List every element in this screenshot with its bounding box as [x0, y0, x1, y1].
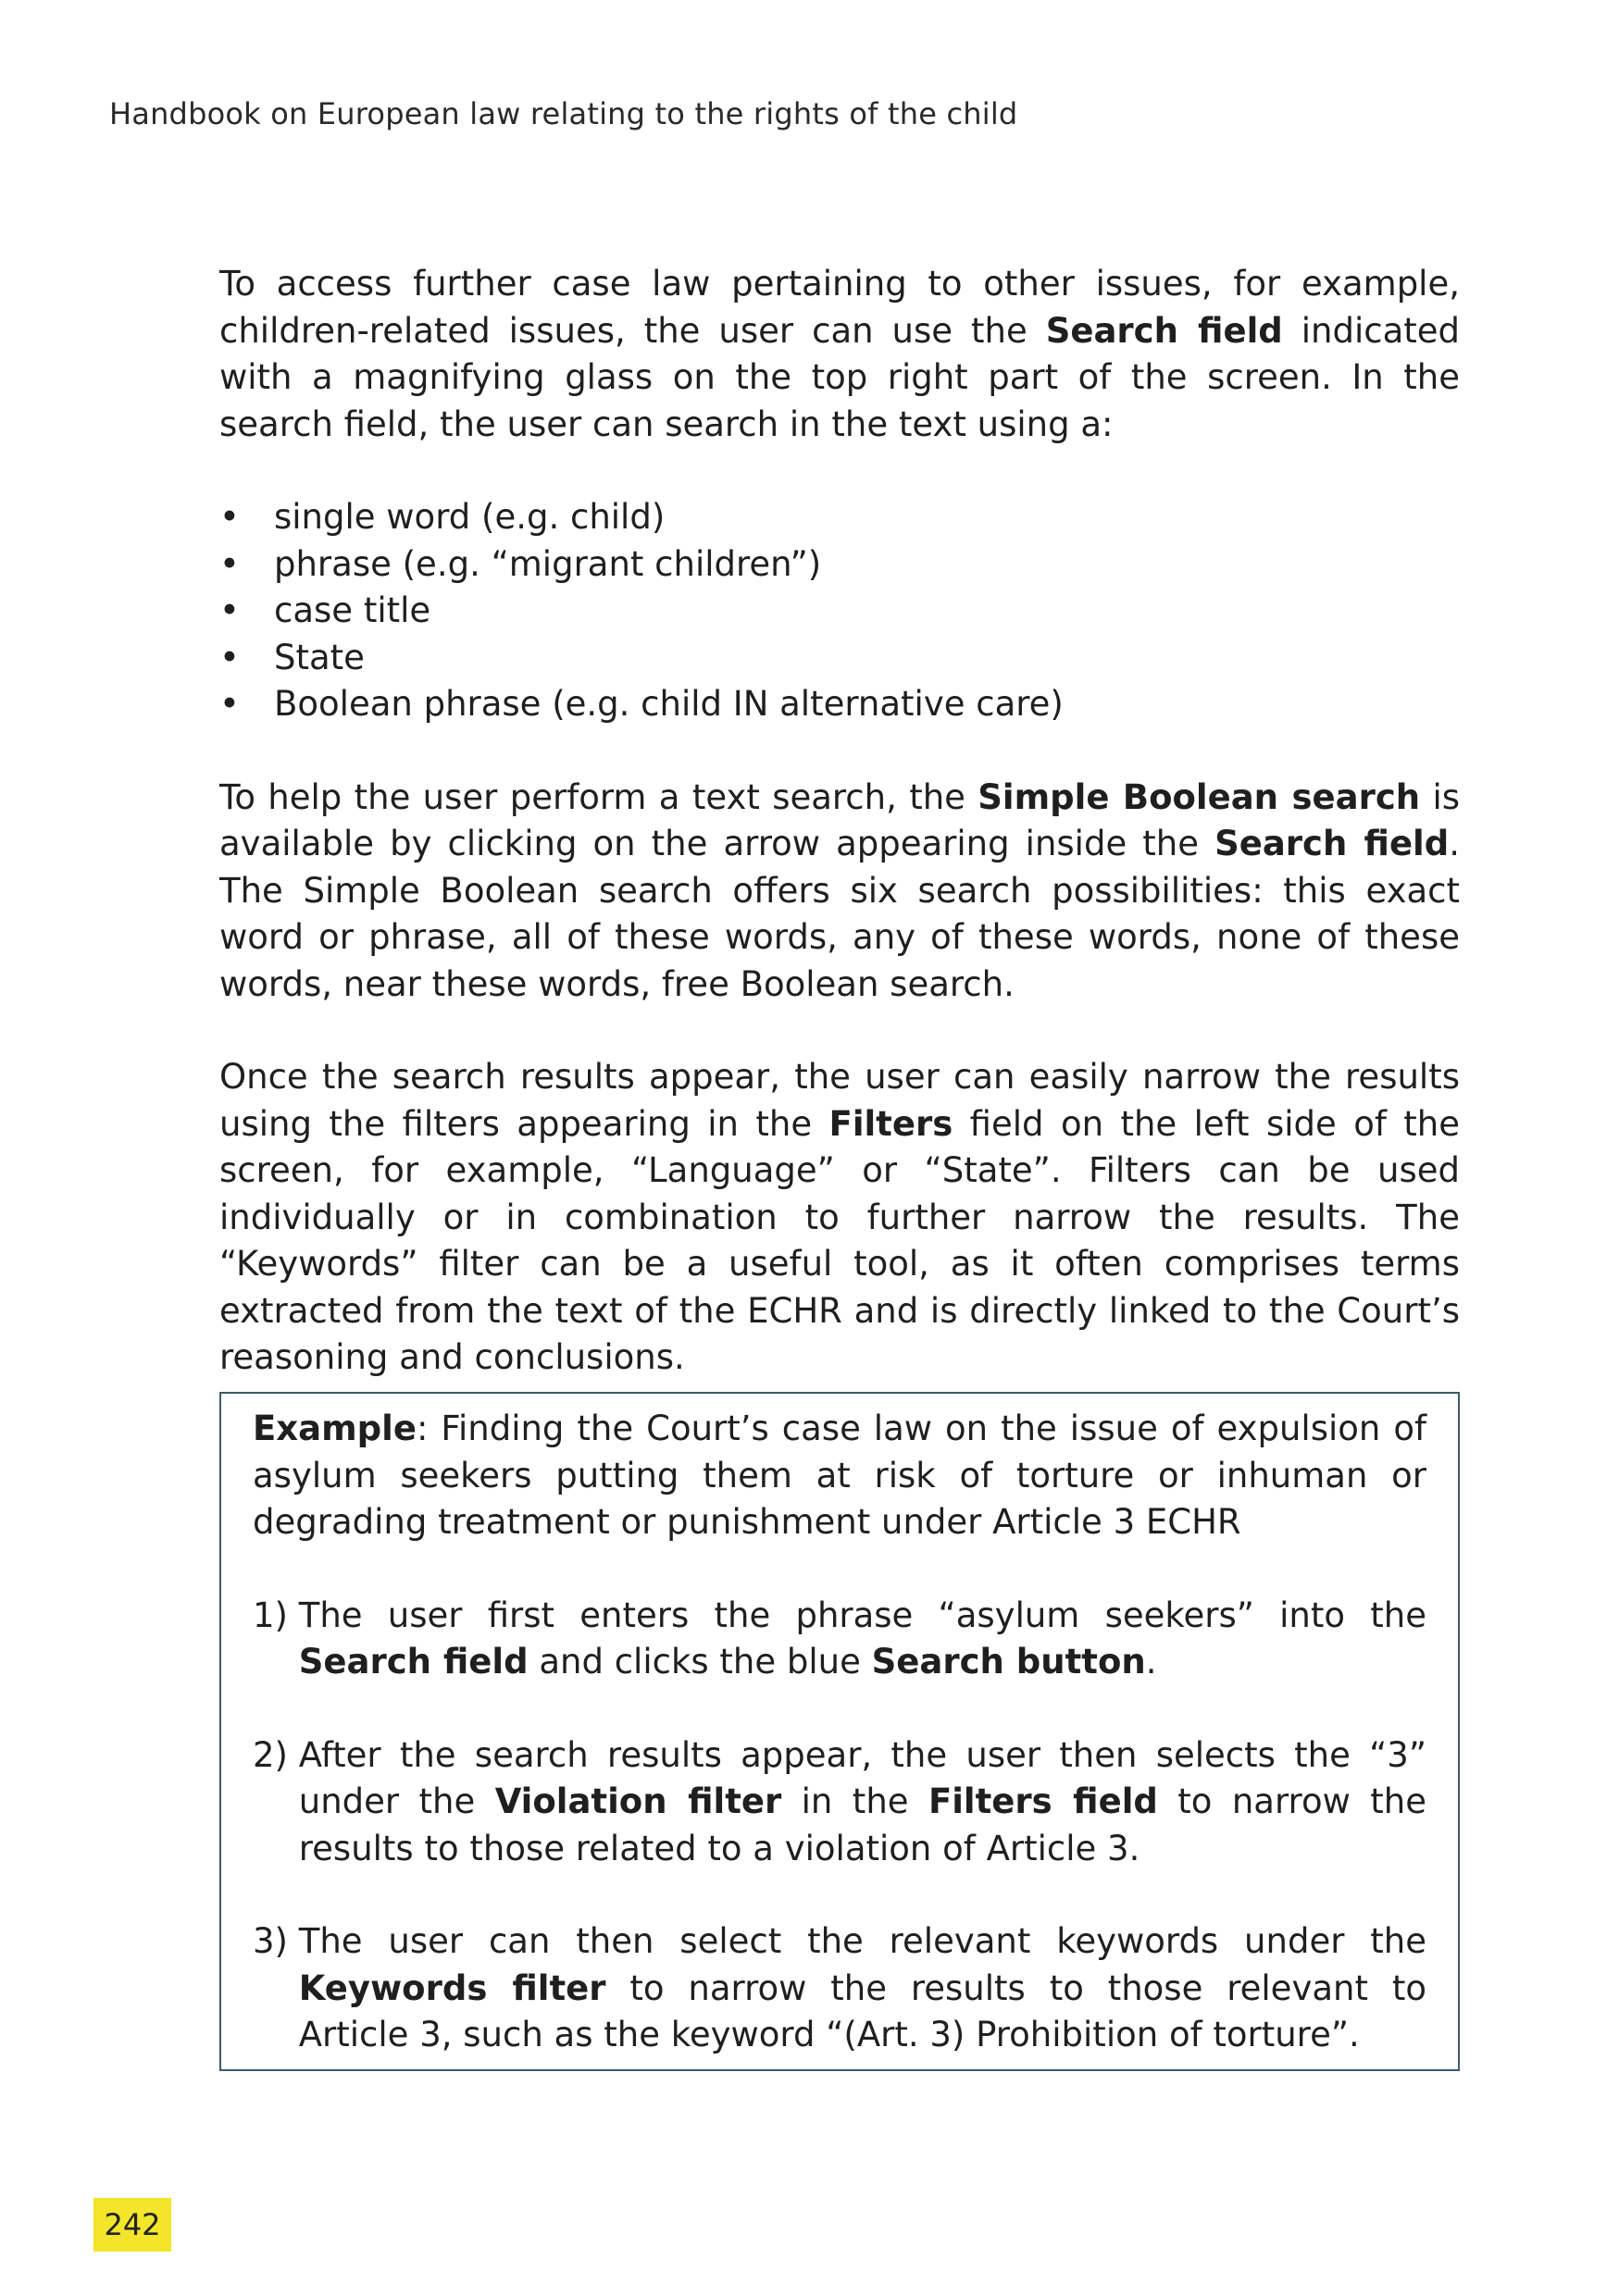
paragraph-filters — [219, 1054, 1460, 1382]
text-span: The user can then select the relevant keywords under the — [298, 1921, 1426, 1961]
list-item-text: single word (e.g. child) — [274, 497, 666, 537]
text-span: to narrow the results to those relevant to Article 3, such as the keyword “(Art. 3) Prohibition of torture”. — [298, 1967, 1426, 2054]
step-number: 1) — [253, 1595, 299, 1635]
bold-term: Search field — [1045, 310, 1283, 351]
list-item — [219, 541, 1460, 589]
text-span: is available by clicking on the arrow appearing inside the — [219, 776, 1460, 863]
list-item-text: phrase (e.g. “migrant children”) — [274, 543, 822, 584]
bold-term: Simple Boolean search — [978, 776, 1421, 817]
running-header: Handbook on European law relating to the rights of the child — [109, 96, 1018, 131]
step-number: 2) — [253, 1734, 299, 1775]
list-item-text: case title — [274, 590, 431, 630]
main-text — [219, 261, 1460, 1382]
example-intro — [253, 1406, 1426, 1546]
text-span: and clicks the blue — [528, 1642, 872, 1682]
example-step-2 — [253, 1732, 1426, 1873]
list-item-text: State — [274, 637, 365, 677]
bold-term: Search field — [1214, 824, 1450, 863]
bold-term: Violation filter — [494, 1781, 782, 1821]
list-item — [219, 635, 1460, 682]
text-span: . The Simple Boolean search offers six search possibilities: this exact word or phrase, all of these words, any of these words, none of these words, near these words, free Boolean search. — [219, 824, 1460, 1004]
text-span: Once the search results appear, the user can easily narrow the results using the filters appearing in the — [219, 1057, 1460, 1144]
text-span: To help the user perform a text search, the — [219, 776, 978, 817]
bullet-icon: • — [219, 590, 240, 630]
paragraph-search-field — [219, 261, 1460, 448]
text-span: The user first enters the phrase “asylum seekers” into the — [298, 1595, 1426, 1635]
step-number: 3) — [253, 1921, 299, 1961]
bullet-icon: • — [219, 497, 240, 537]
bold-term: Filters — [828, 1103, 953, 1144]
example-box — [219, 1392, 1460, 2071]
text-span: in the — [781, 1781, 928, 1821]
text-span: To access further case law pertaining to other issues, for example, children-related issues, the user can use the — [219, 264, 1460, 351]
text-span: to narrow the results to those related to a violation of Article 3. — [298, 1781, 1426, 1868]
list-item — [219, 681, 1460, 728]
text-span: After the search results appear, the user then selects the “3” under the — [298, 1734, 1426, 1821]
page-number: 242 — [93, 2198, 171, 2252]
step-text — [299, 1918, 1426, 2059]
bullet-icon: • — [219, 684, 240, 724]
list-item-text: Boolean phrase (e.g. child IN alternative care) — [274, 684, 1064, 724]
step-text — [299, 1732, 1426, 1873]
bold-term: Filters field — [928, 1781, 1158, 1821]
text-span: indicated with a magnifying glass on the top right part of the screen. In the search field, the user can search in the text using a: — [219, 310, 1460, 444]
list-item — [219, 494, 1460, 541]
bold-term: Keywords filter — [298, 1967, 606, 2008]
list-item — [219, 588, 1460, 635]
bold-term: Search field — [298, 1642, 529, 1682]
paragraph-boolean-search — [219, 775, 1460, 1009]
search-options-list — [219, 494, 1460, 728]
example-step-1 — [253, 1593, 1426, 1686]
text-span: : Finding the Court’s case law on the issue of expulsion of asylum seekers putting them at risk of torture or inhuman or degrading treatment or punishment under Article 3 ECHR — [253, 1409, 1426, 1542]
step-text — [299, 1593, 1426, 1686]
bullet-icon: • — [219, 543, 240, 584]
text-span: . — [1145, 1642, 1157, 1682]
bold-term: Search button — [871, 1642, 1146, 1682]
bullet-icon: • — [219, 637, 240, 677]
example-label: Example — [253, 1409, 417, 1448]
example-step-3 — [253, 1918, 1426, 2059]
text-span: field on the left side of the screen, for example, “Language” or “State”. Filters can be used individually or in combination to further narrow the results. The “Keywords” filter can be a useful tool, as it often comprises terms extracted from the text of the ECHR and is directly linked to the Court’s reasoning and conclusions. — [219, 1103, 1461, 1377]
